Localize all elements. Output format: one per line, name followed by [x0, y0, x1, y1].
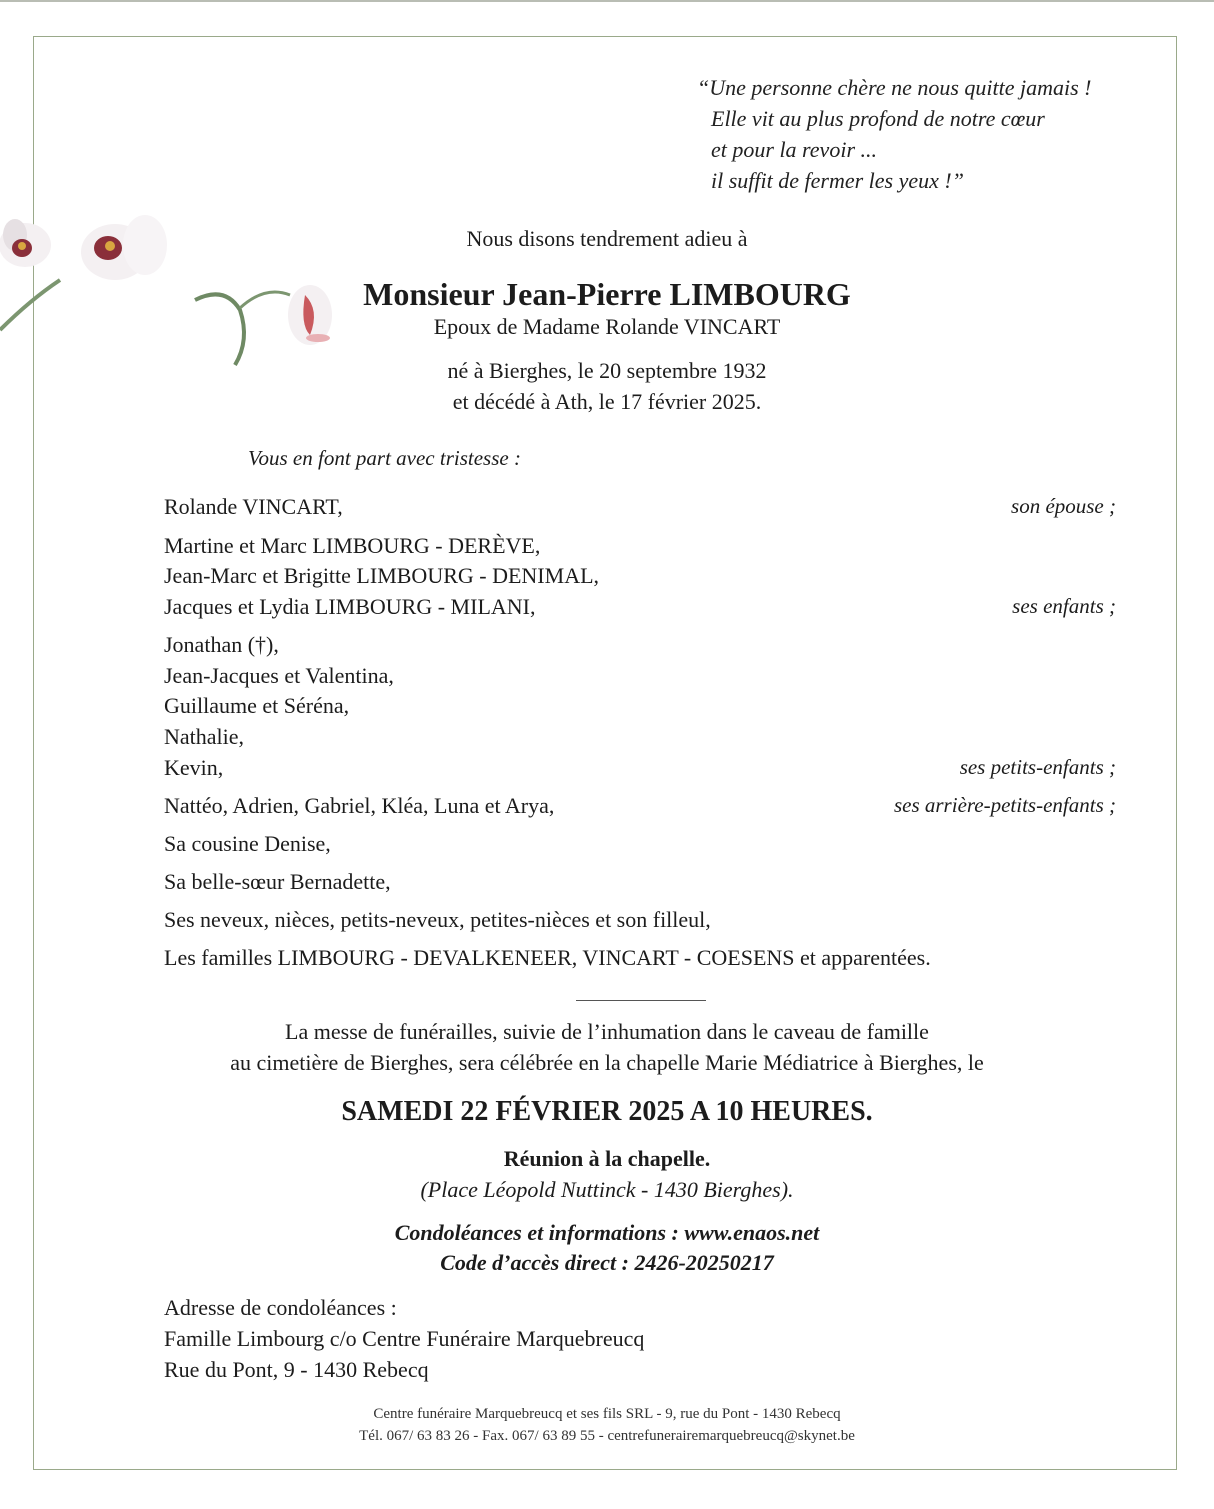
family-row	[164, 563, 1116, 593]
family-row-names: Sa cousine Denise,	[164, 831, 331, 856]
family-row	[164, 663, 1116, 693]
access-code: Code d’accès direct : 2426-20250217	[440, 1250, 774, 1275]
family-row	[164, 594, 1116, 624]
family-row-names: Guillaume et Séréna,	[164, 693, 350, 718]
family-row	[164, 693, 1116, 723]
family-row-names: Martine et Marc LIMBOURG - DERÈVE,	[164, 533, 541, 558]
family-row	[164, 869, 1116, 899]
ceremony-datetime: SAMEDI 22 FÉVRIER 2025 A 10 HEURES.	[341, 1096, 873, 1127]
family-row	[164, 494, 1116, 524]
family-row	[164, 724, 1116, 754]
family-row-names: Jacques et Lydia LIMBOURG - MILANI,	[164, 594, 536, 619]
family-row	[164, 945, 1116, 975]
family-row-names: Jonathan (†),	[164, 632, 279, 657]
family-row-names: Jean-Marc et Brigitte LIMBOURG - DENIMAL,	[164, 563, 600, 588]
epigraph-quote	[697, 72, 1137, 196]
chapel-address: (Place Léopold Nuttinck - 1430 Bierghes).	[420, 1177, 794, 1202]
announcement-heading: Vous en font part avec tristesse :	[248, 446, 521, 470]
footer-contact: Tél. 067/ 63 83 26 - Fax. 067/ 63 89 55 - centrefunerairemarquebreucq@skynet.be	[359, 1428, 855, 1444]
address-line-1: Famille Limbourg c/o Centre Funéraire Marquebreucq	[164, 1326, 645, 1351]
ceremony-line-1: La messe de funérailles, suivie de l’inhumation dans le caveau de famille	[285, 1019, 929, 1044]
quote-line: Elle vit au plus profond de notre cœur	[711, 106, 1045, 131]
top-edge-line	[0, 0, 1214, 2]
quote-line: et pour la revoir ...	[711, 137, 877, 162]
family-row-relation: son épouse ;	[1011, 494, 1116, 518]
online-condolences: Condoléances et informations : www.enaos.net	[394, 1220, 820, 1245]
intro-text: Nous disons tendrement adieu à	[466, 226, 748, 251]
quote-line: “Une personne chère ne nous quitte jamais !	[697, 75, 1092, 100]
quote-line: il suffit de fermer les yeux !”	[711, 168, 964, 193]
family-row	[164, 831, 1116, 861]
family-row-relation: ses arrière-petits-enfants ;	[893, 793, 1116, 817]
footer-company: Centre funéraire Marquebreucq et ses fils SRL - 9, rue du Pont - 1430 Rebecq	[373, 1406, 841, 1422]
family-row-names: Kevin,	[164, 755, 224, 780]
spouse-line: Epoux de Madame Rolande VINCART	[433, 314, 781, 339]
family-row-names: Ses neveux, nièces, petits-neveux, petites-nièces et son filleul,	[164, 907, 711, 932]
family-row	[164, 907, 1116, 937]
family-row-relation: ses petits-enfants ;	[959, 755, 1116, 779]
death-line: et décédé à Ath, le 17 février 2025.	[452, 389, 762, 414]
family-row	[164, 755, 1116, 785]
family-row-names: Nathalie,	[164, 724, 245, 749]
family-row-names: Nattéo, Adrien, Gabriel, Kléa, Luna et Arya,	[164, 793, 555, 818]
ceremony-line-2: au cimetière de Bierghes, sera célébrée en la chapelle Marie Médiatrice à Bierghes, le	[230, 1050, 984, 1075]
family-row	[164, 632, 1116, 662]
family-row-names: Sa belle-sœur Bernadette,	[164, 869, 391, 894]
meeting-place: Réunion à la chapelle.	[503, 1146, 711, 1171]
birth-line: né à Bierghes, le 20 septembre 1932	[447, 358, 767, 383]
family-row	[164, 533, 1116, 563]
family-row-names: Rolande VINCART,	[164, 494, 343, 519]
section-divider	[576, 1000, 706, 1001]
deceased-name: Monsieur Jean-Pierre LIMBOURG	[363, 276, 851, 312]
family-row-relation: ses enfants ;	[1012, 594, 1116, 618]
address-line-2: Rue du Pont, 9 - 1430 Rebecq	[164, 1357, 429, 1382]
family-row-names: Les familles LIMBOURG - DEVALKENEER, VINCART - COESENS et apparentées.	[164, 945, 931, 970]
family-row	[164, 793, 1116, 823]
address-label: Adresse de condoléances :	[164, 1295, 397, 1320]
family-row-names: Jean-Jacques et Valentina,	[164, 663, 394, 688]
